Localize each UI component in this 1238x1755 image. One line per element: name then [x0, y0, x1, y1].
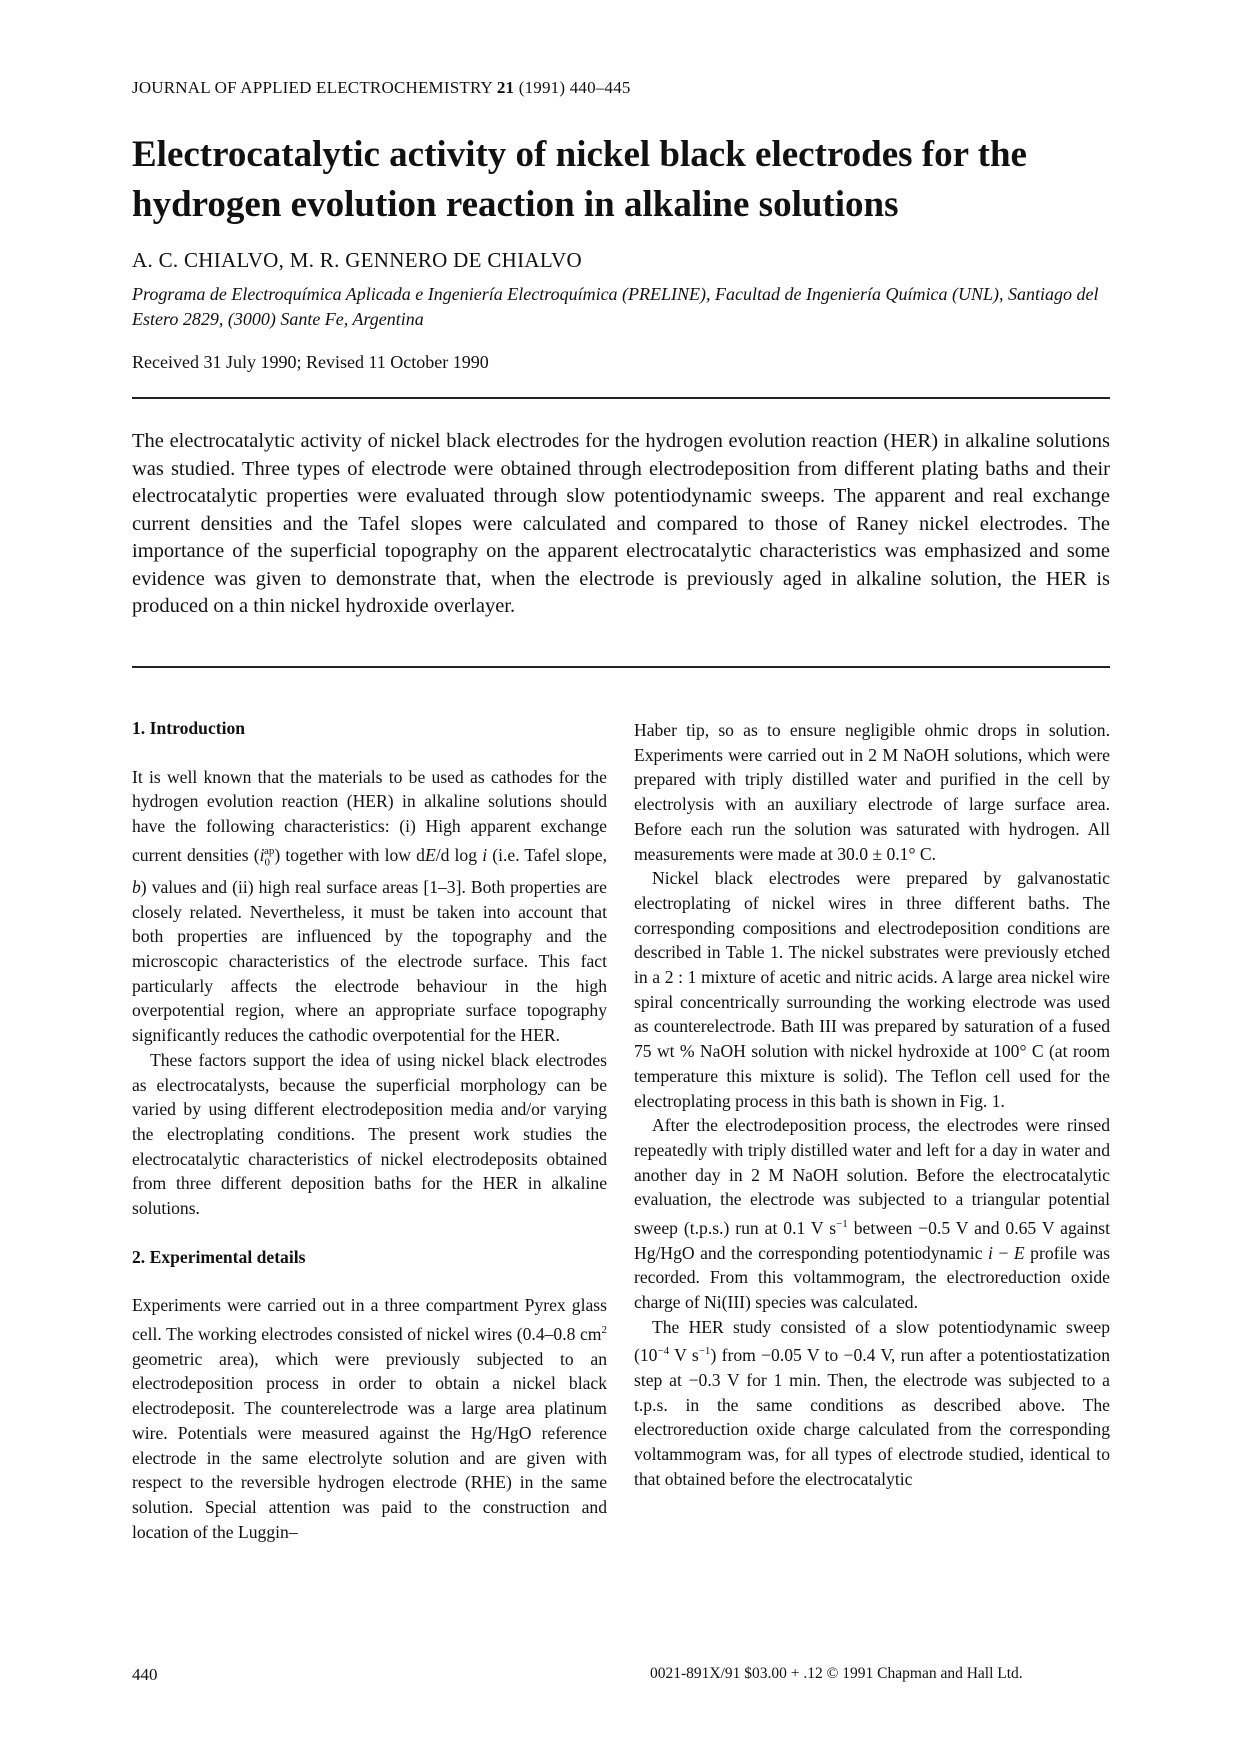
experimental-paragraph-1: Experiments were carried out in a three compartment Pyrex glass cell. The working electrodes consisted of nickel wires (0.4–0.8 $cm^2$ geometric area), which were previously subjected to an electrodeposition process in order to obtain a nickel black electrodeposit. The counterelectrode was a large area platinum wire. Potentials were measured against the Hg/HgO reference electrode in the same electrolyte solution and are given with respect to the reversible hydrogen electrode (RHE) in the same solution. Special attention was paid to the construction and location of the Luggin– [132, 1295, 607, 1542]
abstract-bottom-rule [132, 666, 1110, 668]
article-affiliation: Programa de Electroquímica Aplicada e Ingeniería Electroquímica (PRELINE), Facultad de Ingeniería Química (UNL), Santiago del Estero 2829, (3000) Sante Fe, Argentina [132, 284, 1099, 329]
journal-name: JOURNAL OF APPLIED ELECTROCHEMISTRY [132, 78, 493, 97]
section-heading-experimental: 2. Experimental details [132, 1246, 306, 1267]
abstract-top-rule [132, 397, 1110, 399]
article-abstract: The electrocatalytic activity of nickel black electrodes for the hydrogen evolution reaction (HER) in alkaline solutions was studied. Three types of electrode were obtained through electrodeposition from different plating baths and their electrocatalytic properties were evaluated through slow potentiodynamic sweeps. The apparent and real exchange current densities and the Tafel slopes were calculated and compared to those of Raney nickel electrodes. The importance of the superficial topography on the apparent electrocatalytic characteristics was emphasized and some evidence was given to demonstrate that, when the electrode is previously aged in alkaline solution, the HER is produced on a thin nickel hydroxide overlayer. [132, 430, 1110, 617]
journal-volume: 21 [496, 78, 515, 97]
intro-paragraph-2: These factors support the idea of using nickel black electrodes as electrocatalysts, because the superficial morphology can be varied by using different electrodeposition media and/or varying the electroplating conditions. The present work studies the electrocatalytic characteristics of nickel electrodeposits obtained from three different deposition baths for the HER in alkaline solutions. [132, 1049, 607, 1219]
copyright-line: 0021-891X/91 $03.00 + .12 © 1991 Chapman and Hall Ltd. [650, 1665, 1023, 1682]
experimental-paragraph-2: Haber tip, so as to ensure negligible ohmic drops in solution. Experiments were carried out in 2 M NaOH solutions, which were prepared with triply distilled water and purified in the cell by electrolysis with an auxiliary electrode of large surface area. Before each run the solution was saturated with hydrogen. All measurements were made at 30.0 ± 0.1° C. [634, 720, 1110, 864]
article-title: Electrocatalytic activity of nickel black electrodes for the hydrogen evolution reaction in alkaline solutions [132, 134, 1027, 225]
page-number: 440 [132, 1665, 158, 1684]
right-column [634, 718, 1110, 1492]
experimental-paragraph-5: The HER study consisted of a slow potentiodynamic sweep ($10^{-4}$ V $s^{-1}$) from −0.05 V to −0.4 V, run after a potentiostatization step at −0.3 V for 1 min. Then, the electrode was subjected to a t.p.s. in the same conditions as described above. The electroreduction oxide charge calculated from the corresponding voltammogram was, for all types of electrode studied, identical to that obtained before the electrocatalytic [634, 1316, 1110, 1489]
experimental-paragraph-3: Nickel black electrodes were prepared by galvanostatic electroplating of nickel wires in three different baths. The corresponding compositions and electrodeposition conditions are described in Table 1. The nickel substrates were previously etched in a 2 : 1 mixture of acetic and nitric acids. A large area nickel wire spiral concentrically surrounding the working electrode was used as counterelectrode. Bath III was prepared by saturation of a fused 75 wt % NaOH solution with nickel hydroxide at 100° C (at room temperature this mixture is solid). The Teflon cell used for the electroplating process in this bath is shown in Fig. 1. [634, 868, 1110, 1111]
journal-year-pages: (1991) 440–445 [518, 78, 631, 97]
article-authors: A. C. CHIALVO, M. R. GENNERO DE CHIALVO [132, 248, 582, 272]
journal-header [132, 78, 631, 98]
left-column [132, 716, 607, 1544]
article-received-dates: Received 31 July 1990; Revised 11 October 1990 [132, 352, 489, 372]
section-heading-introduction: 1. Introduction [132, 718, 246, 738]
intro-paragraph-1: It is well known that the materials to be used as cathodes for the hydrogen evolution reaction (HER) in alkaline solutions should have the following characteristics: (i) High apparent exchange current densities $(i_0^{ap})$ together with low dE/d log i (i.e. Tafel slope, b) values and (ii) high real surface areas [1–3]. Both properties are closely related. Nevertheless, it must be taken into account that both properties are influenced by the topography and the microscopic characteristics of the electrode surface. This fact particularly affects the electrode behaviour in the high overpotential region, where an appropriate surface topography significantly reduces the cathodic overpotential for the HER. [132, 766, 608, 1046]
experimental-paragraph-4: After the electrodeposition process, the electrodes were rinsed repeatedly with triply distilled water and left for a day in water and another day in 2 M NaOH solution. Before the electrocatalytic evaluation, the electrode was subjected to a triangular potential sweep (t.p.s.) run at 0.1 V $s^{-1}$ between −0.5 V and 0.65 V against Hg/HgO and the corresponding potentiodynamic i − E profile was recorded. From this voltammogram, the electroreduction oxide charge of Ni(III) species was calculated. [634, 1115, 1110, 1313]
